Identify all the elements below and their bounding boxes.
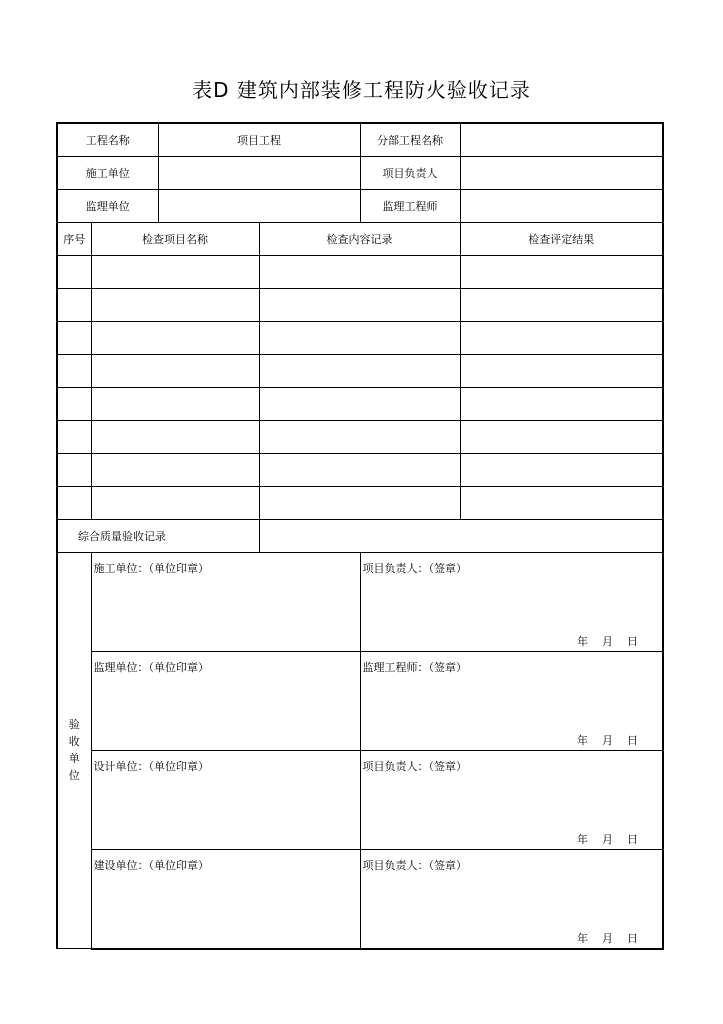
table-row <box>57 486 663 519</box>
project-name-value[interactable]: 项目工程 <box>158 123 360 156</box>
unit-seal-label: 建设单位：（单位印章） <box>93 858 209 872</box>
row-no-cell[interactable] <box>57 420 91 453</box>
supervision-unit-row <box>57 189 663 222</box>
row-item-cell[interactable] <box>91 354 259 387</box>
row-no-cell[interactable] <box>57 321 91 354</box>
date-year: 年 <box>577 733 588 747</box>
row-item-cell[interactable] <box>91 387 259 420</box>
project-manager-value[interactable] <box>460 156 663 189</box>
row-content-cell[interactable] <box>259 486 460 519</box>
col-header-item: 检查项目名称 <box>91 222 259 255</box>
table-row <box>57 288 663 321</box>
row-no-cell[interactable] <box>57 453 91 486</box>
col-header-content: 检查内容记录 <box>259 222 460 255</box>
construction-unit-value[interactable] <box>158 156 360 189</box>
row-result-cell[interactable] <box>460 387 663 420</box>
person-sign-cell[interactable] <box>360 849 663 949</box>
row-content-cell[interactable] <box>259 288 460 321</box>
col-header-no: 序号 <box>57 222 91 255</box>
table-row <box>57 453 663 486</box>
table-row <box>57 420 663 453</box>
summary-value[interactable] <box>259 519 663 552</box>
date-year: 年 <box>577 931 588 945</box>
date-line <box>563 633 638 649</box>
row-result-cell[interactable] <box>460 321 663 354</box>
row-result-cell[interactable] <box>460 420 663 453</box>
row-content-cell[interactable] <box>259 255 460 288</box>
row-no-cell[interactable] <box>57 255 91 288</box>
acceptance-char: 验 <box>68 718 80 732</box>
project-name-row <box>57 123 663 156</box>
row-item-cell[interactable] <box>91 321 259 354</box>
unit-seal-cell[interactable] <box>91 849 360 949</box>
row-content-cell[interactable] <box>259 387 460 420</box>
date-line <box>563 732 638 748</box>
unit-seal-cell[interactable] <box>91 651 360 750</box>
row-item-cell[interactable] <box>91 420 259 453</box>
sub-project-value[interactable] <box>460 123 663 156</box>
date-year: 年 <box>577 832 588 846</box>
inspection-header-row <box>57 222 663 255</box>
row-result-cell[interactable] <box>460 288 663 321</box>
row-item-cell[interactable] <box>91 288 259 321</box>
unit-seal-label: 施工单位：（单位印章） <box>93 561 209 575</box>
date-day: 日 <box>627 634 638 648</box>
date-month: 月 <box>602 832 613 846</box>
unit-seal-label: 设计单位：（单位印章） <box>93 759 209 773</box>
page-title: 表D 建筑内部装修工程防火验收记录 <box>192 78 531 102</box>
row-content-cell[interactable] <box>259 420 460 453</box>
date-month: 月 <box>602 931 613 945</box>
construction-unit-label: 施工单位 <box>57 156 158 189</box>
row-no-cell[interactable] <box>57 387 91 420</box>
signature-row-construction <box>57 552 663 651</box>
person-sign-label: 项目负责人：（签章） <box>362 858 467 872</box>
construction-unit-row <box>57 156 663 189</box>
date-line <box>563 930 638 946</box>
signature-row-owner <box>57 849 663 949</box>
person-sign-cell[interactable] <box>360 651 663 750</box>
date-month: 月 <box>602 634 613 648</box>
summary-label: 综合质量验收记录 <box>57 519 259 552</box>
row-no-cell[interactable] <box>57 288 91 321</box>
person-sign-label: 项目负责人：（签章） <box>362 759 467 773</box>
row-no-cell[interactable] <box>57 486 91 519</box>
row-result-cell[interactable] <box>460 354 663 387</box>
row-content-cell[interactable] <box>259 354 460 387</box>
signature-row-design <box>57 750 663 849</box>
row-item-cell[interactable] <box>91 486 259 519</box>
row-item-cell[interactable] <box>91 453 259 486</box>
signature-row-supervision <box>57 651 663 750</box>
acceptance-char: 位 <box>68 769 80 783</box>
project-manager-label: 项目负责人 <box>360 156 460 189</box>
row-item-cell[interactable] <box>91 255 259 288</box>
date-day: 日 <box>627 931 638 945</box>
table-row <box>57 321 663 354</box>
person-sign-cell[interactable] <box>360 552 663 651</box>
table-row <box>57 255 663 288</box>
date-day: 日 <box>627 832 638 846</box>
unit-seal-label: 监理单位：（单位印章） <box>93 660 209 674</box>
row-content-cell[interactable] <box>259 321 460 354</box>
acceptance-char: 收 <box>68 735 80 749</box>
acceptance-form-table <box>56 122 664 950</box>
supervision-engineer-value[interactable] <box>460 189 663 222</box>
supervision-engineer-label: 监理工程师 <box>360 189 460 222</box>
row-content-cell[interactable] <box>259 453 460 486</box>
row-result-cell[interactable] <box>460 255 663 288</box>
supervision-unit-value[interactable] <box>158 189 360 222</box>
col-header-result: 检查评定结果 <box>460 222 663 255</box>
person-sign-label: 监理工程师：（签章） <box>362 660 467 674</box>
row-no-cell[interactable] <box>57 354 91 387</box>
person-sign-cell[interactable] <box>360 750 663 849</box>
unit-seal-cell[interactable] <box>91 552 360 651</box>
supervision-unit-label: 监理单位 <box>57 189 158 222</box>
date-year: 年 <box>577 634 588 648</box>
acceptance-char: 单 <box>68 752 80 766</box>
acceptance-unit-label <box>57 552 91 949</box>
summary-row <box>57 519 663 552</box>
unit-seal-cell[interactable] <box>91 750 360 849</box>
table-row <box>57 354 663 387</box>
date-month: 月 <box>602 733 613 747</box>
row-result-cell[interactable] <box>460 486 663 519</box>
person-sign-label: 项目负责人：（签章） <box>362 561 467 575</box>
project-name-label: 工程名称 <box>57 123 158 156</box>
date-day: 日 <box>627 733 638 747</box>
table-row <box>57 387 663 420</box>
sub-project-label: 分部工程名称 <box>360 123 460 156</box>
row-result-cell[interactable] <box>460 453 663 486</box>
date-line <box>563 831 638 847</box>
